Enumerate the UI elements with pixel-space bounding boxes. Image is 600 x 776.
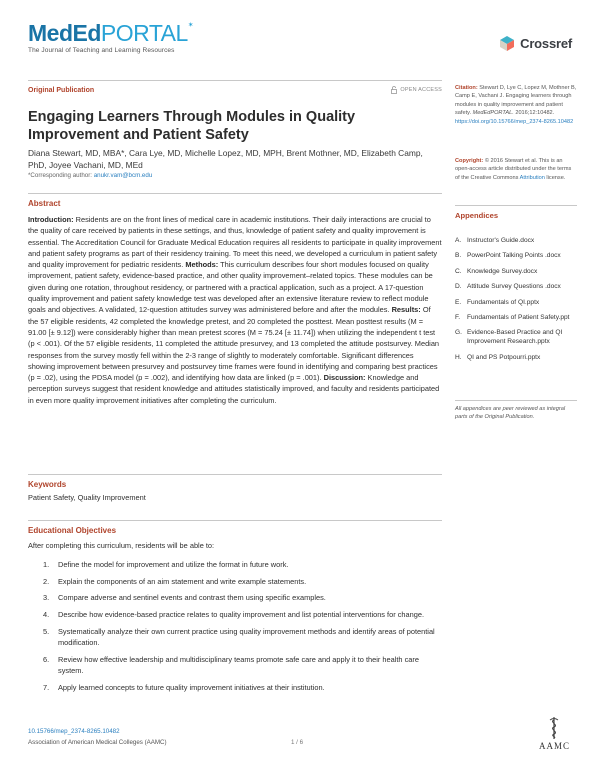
objectives-list (43, 559, 443, 698)
citation-block (455, 84, 577, 126)
appendices-bottom-divider (455, 400, 577, 401)
crossref-icon (498, 34, 516, 52)
article-title: Engaging Learners Through Modules in Quality Improvement and Patient Safety (28, 109, 356, 143)
objectives-heading: Educational Objectives (28, 526, 117, 535)
abstract-results-label: Results: (391, 305, 421, 315)
appendix-item[interactable]: H. QI and PS Potpourri.pptx (455, 353, 541, 361)
open-access-badge (391, 86, 442, 94)
abstract-intro-text: Residents are on the front lines of medical care in academic institutions. Their daily interactions are crucial to the quality of care received by patients in these settings, and thus, knowledge of patient safety and quality improvement is essential. The Accreditation Council for Graduate Medical Education requires all residents to participate in quality improvement and patient safety programs as part of their residency training. To meet this need, we developed a curriculum in patient safety and quality improvement for pediatric residents. (28, 215, 442, 270)
aamc-logo-text: AAMC (538, 741, 570, 751)
logo-main-a: MedEd (28, 20, 101, 46)
appendix-item[interactable]: C. Knowledge Survey.docx (455, 267, 538, 275)
open-lock-icon (391, 86, 397, 94)
citation-year: 2016;12:10482. (513, 110, 555, 117)
corresponding-email-link[interactable]: anukr.vam@bcm.edu (93, 172, 153, 179)
appendices-list (455, 236, 577, 368)
appendix-item[interactable]: B. PowerPoint Talking Points .docx (455, 252, 561, 260)
logo-tagline: The Journal of Teaching and Learning Resources (28, 47, 175, 54)
corresponding-prefix: *Corresponding author: (28, 172, 94, 179)
section-label: Original Publication (28, 86, 95, 94)
citation-journal: MedEdPORTAL. (472, 110, 514, 117)
logo-main-b: PORTAL (100, 20, 188, 46)
objectives-intro: After completing this curriculum, residents will be able to: (28, 541, 215, 550)
appendix-item[interactable]: D. Attitude Survey Questions .docx (455, 283, 561, 291)
article-meta-row (28, 86, 442, 94)
keywords-text: Patient Safety, Quality Improvement (28, 493, 146, 502)
abstract-divider (28, 193, 442, 194)
list-item: 3. Compare adverse and sentinel events and contrast them using specific examples. (43, 593, 326, 603)
abstract-discussion-label: Discussion: (323, 373, 366, 383)
copyright-label: Copyright: (455, 158, 484, 164)
appendix-item[interactable]: G. Evidence-Based Practice and QI Improvement Research.pptx (455, 329, 563, 346)
appendices-heading: Appendices (455, 211, 499, 220)
abstract-discussion-text: Knowledge and perception surveys suggest that resident knowledge and attitudes statistically improved, and faculty and residents participated in even more quality improvement initiatives after completing the curriculum. (28, 373, 440, 405)
abstract-methods-label: Methods: (185, 260, 219, 270)
abstract-body (28, 214, 442, 406)
list-item: 7. Apply learned concepts to future quality improvement initiatives at their institution. (43, 682, 325, 692)
keywords-heading: Keywords (28, 480, 67, 489)
appendices-divider (455, 205, 577, 206)
appendix-item[interactable]: E. Fundamentals of QI.pptx (455, 298, 540, 306)
logo-star-icon: ✶ (187, 22, 194, 29)
open-access-label: OPEN ACCESS (400, 87, 442, 93)
appendix-item[interactable]: A. Instructor's Guide.docx (455, 237, 535, 244)
appendix-item[interactable]: F. Fundamentals of Patient Safety.ppt (455, 313, 570, 321)
cc-license-link[interactable]: Attribution (519, 174, 545, 181)
citation-text: Stewart D, Lye C, Lopez M, Mothner B, Camp E, Vachani J. Engaging learners through modules in quality improvement and patient safety. (455, 85, 577, 117)
abstract-methods-text: This curriculum describes four short modules focused on quality improvement, patient safety, evidence-based practice, and other quality improvement–related topics. These modules can be given during one rotation, throughout residency, or partnered with a practical application, such as a project. A 17-question quality improvement and patient safety knowledge test was developed after an extensive literature review to reflect module goals and objectives. A validated, 12-question attitudes survey was administered before and after the modules. (28, 260, 433, 315)
crossref-label: Crossref (520, 35, 572, 51)
keywords-divider (28, 474, 442, 475)
footer-doi-link[interactable]: 10.15766/mep_2374-8265.10482 (28, 728, 120, 735)
page-number: 1 / 6 (291, 739, 304, 746)
corresponding-author (28, 172, 152, 179)
list-item: 1. Define the model for improvement and utilize the format in future work. (43, 560, 289, 569)
logo-wordmark (28, 22, 193, 45)
objectives-divider (28, 520, 442, 521)
caduceus-icon (547, 716, 561, 740)
footer-publisher: Association of American Medical Colleges (AAMC) (28, 739, 167, 746)
aamc-logo (539, 716, 570, 751)
appendices-note: All appendices are peer reviewed as integral parts of the Original Publication. (455, 406, 566, 421)
list-item: 5. Systematically analyze their own current practice using quality improvement methods and identify areas of potential modification. (43, 626, 435, 648)
list-item: 4. Describe how evidence-based practice relates to quality improvement and list potential interventions for change. (43, 610, 425, 620)
abstract-heading: Abstract (28, 199, 61, 208)
citation-label: Citation: (455, 85, 478, 91)
citation-doi-link[interactable]: https://doi.org/10.15766/mep_2374-8265.10482 (455, 118, 574, 125)
abstract-intro-label: Introduction: (28, 215, 74, 224)
copyright-end: license. (544, 174, 566, 181)
crossref-badge[interactable] (498, 34, 572, 52)
abstract-results-text: Of the 57 eligible residents, 42 completed the knowledge pretest, and 20 completed the posttest. Mean posttest results (M = 91.00 [± 9.12]) were considerably higher than mean pretest scores (M = 75.24 [± 11.74]) when utilizing the independent t test (p < .001). Of the 57 eligible residents, 11 completed the attitude presurvey, and 13 completed the attitude postsurvey. Median responses from the survey mostly fell within the 2-3 range of slightly to moderately comfortable. Significant differences showing improvement between presurvey and postsurvey time frames were found in identifying and comparing best practices (p = .02), using the PDSA model (p = .002), and identifying how data are linked (p = .001). (28, 305, 440, 383)
list-item: 6. Review how effective leadership and multidisciplinary teams promote safe care and apply it to their health care system. (43, 654, 419, 676)
author-list: Diana Stewart, MD, MBA*, Cara Lye, MD, Michelle Lopez, MD, MPH, Brent Mothner, MD, Elizabeth Camp, PhD, Joyee Vachani, MD, MEd (28, 148, 423, 170)
copyright-block (455, 157, 577, 182)
list-item: 2. Explain the components of an aim statement and write example statements. (43, 576, 307, 586)
header-divider (28, 80, 442, 81)
copyright-text: © 2016 Stewart et al. This is an open-access article distributed under the terms of the Creative Commons (455, 158, 572, 181)
medportal-logo[interactable] (28, 22, 193, 54)
